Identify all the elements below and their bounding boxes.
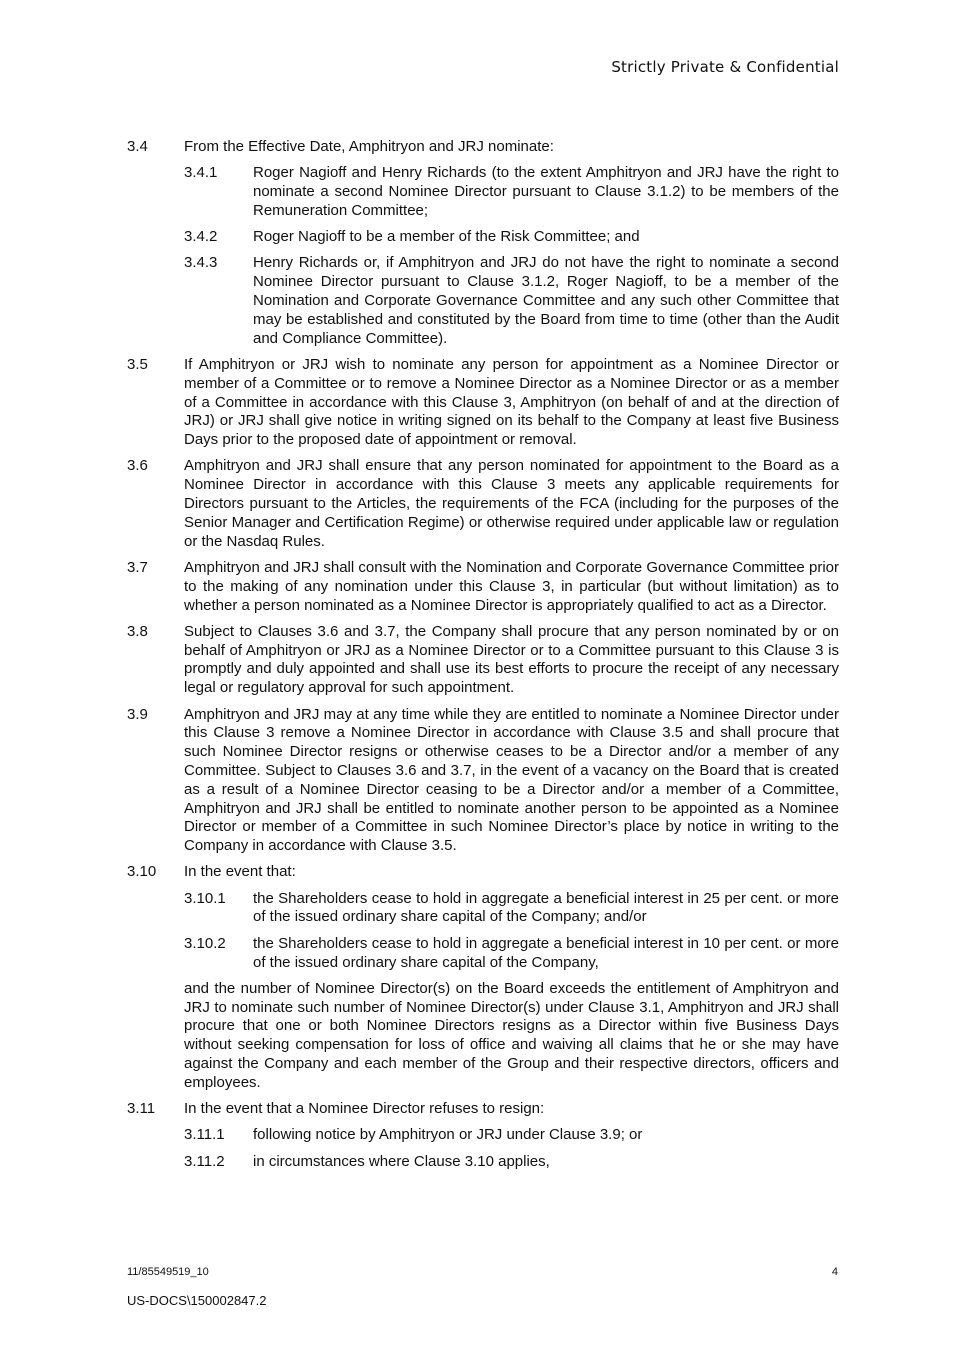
clause-3-10 [127, 863, 839, 882]
footer-document-id: US-DOCS\150002847.2 [127, 1293, 267, 1308]
clause-text: In the event that: [184, 863, 296, 881]
subclause-text: in circumstances where Clause 3.10 applies, [253, 1152, 550, 1170]
clause-text: If Amphitryon or JRJ wish to nominate any person for appointment as a Nominee Director or member of a Committee or to remove a Nominee Director as a Nominee Director or as a member of a Committee in accordance with this Clause 3, Amphitryon (on behalf of and at the direction of JRJ) or JRJ shall give notice in writing signed on its behalf to the Company at least five Business Days prior to the proposed date of appointment or removal. [184, 355, 839, 449]
clause-3-4 [127, 138, 839, 157]
clause-3-9 [127, 706, 839, 856]
clause-number: 3.10 [127, 863, 157, 881]
subclause-3-4-1 [184, 164, 839, 220]
subclause-3-10-2 [184, 935, 839, 973]
clause-number: 3.5 [127, 355, 148, 373]
clause-number: 3.11 [127, 1100, 156, 1118]
clause-3-10-continuation: and the number of Nominee Director(s) on the Board exceeds the entitlement of Amphitryon and JRJ to nominate such number of Nominee Director(s) under Clause 3.1, Amphitryon and JRJ shall procure that one or both Nominee Directors resigns as a Director within five Business Days without seeking compensation for loss of office and waiving all claims that he or she may have against the Company and each member of the Group and their respective directors, officers and employees. [184, 979, 839, 1091]
clause-text: In the event that a Nominee Director refuses to resign: [184, 1100, 545, 1118]
clause-3-6 [127, 457, 839, 551]
subclause-3-4-3 [184, 254, 839, 348]
subclause-text: Henry Richards or, if Amphitryon and JRJ do not have the right to nominate a second Nominee Director pursuant to Clause 3.1.2, Roger Nagioff, to be a member of the Nomination and Corporate Governance Committee and any such other Committee that may be established and constituted by the Board from time to time (other than the Audit and Compliance Committee). [253, 254, 839, 347]
clause-text: Amphitryon and JRJ may at any time while they are entitled to nominate a Nominee Director under this Clause 3 remove a Nominee Director in accordance with Clause 3.5 and shall procure that such Nominee Director resigns or otherwise ceases to be a Director and/or a member of any Committee. Subject to Clauses 3.6 and 3.7, in the event of a vacancy on the Board that is created as a result of a Nominee Director ceasing to be a Director and/or a member of a Committee, Amphitryon and JRJ shall be entitled to nominate another person to be appointed as a Nominee Director or member of a Committee in such Nominee Director’s place by notice in writing to the Company in accordance with Clause 3.5. [184, 705, 839, 855]
clause-number: 3.7 [127, 558, 148, 576]
subclause-3-10-1 [184, 890, 839, 928]
clause-number: 3.4 [127, 138, 148, 155]
page-number: 4 [831, 1266, 838, 1278]
subclause-number: 3.4.1 [184, 164, 218, 182]
subclause-text: Roger Nagioff and Henry Richards (to the extent Amphitryon and JRJ have the right to nominate a second Nominee Director pursuant to Clause 3.1.2) to be members of the Remuneration Committee; [253, 164, 839, 219]
subclause-3-11-2 [184, 1153, 839, 1172]
subclause-number: 3.10.2 [184, 934, 226, 952]
clause-text: From the Effective Date, Amphitryon and JRJ nominate: [184, 138, 554, 155]
clause-3-7 [127, 559, 839, 615]
clause-3-8 [127, 623, 839, 698]
clause-3-11 [127, 1100, 839, 1119]
subclause-text: Roger Nagioff to be a member of the Risk Committee; and [253, 228, 640, 246]
subclause-number: 3.4.2 [184, 228, 218, 246]
clause-number: 3.8 [127, 622, 148, 640]
subclause-number: 3.4.3 [184, 254, 218, 272]
confidentiality-header: Strictly Private & Confidential [611, 58, 839, 76]
clause-number: 3.9 [127, 705, 148, 723]
clause-text: Amphitryon and JRJ shall consult with the Nomination and Corporate Governance Committee prior to the making of any nomination under this Clause 3, in particular (but without limitation) as to whether a person nominated as a Nominee Director is appropriately qualified to act as a Director. [184, 558, 839, 614]
subclause-text: the Shareholders cease to hold in aggregate a beneficial interest in 10 per cent. or more of the issued ordinary share capital of the Company, [253, 934, 839, 971]
clause-text: Amphitryon and JRJ shall ensure that any person nominated for appointment to the Board as a Nominee Director in accordance with this Clause 3 meets any applicable requirements for Directors pursuant to the Articles, the requirements of the FCA (including for the purposes of the Senior Manager and Certification Regime) or otherwise required under applicable law or regulation or the Nasdaq Rules. [184, 457, 839, 550]
subclause-text: the Shareholders cease to hold in aggregate a beneficial interest in 25 per cent. or more of the issued ordinary share capital of the Company; and/or [253, 889, 839, 926]
clause-3-5 [127, 356, 839, 450]
subclause-number: 3.11.2 [184, 1152, 225, 1170]
subclause-3-11-1 [184, 1126, 839, 1145]
clause-text: Subject to Clauses 3.6 and 3.7, the Company shall procure that any person nominated by or on behalf of Amphitryon or JRJ as a Nominee Director or to a Committee pursuant to this Clause 3 is promptly and duly appointed and shall use its best efforts to procure the receipt of any necessary legal or regulatory approval for such appointment. [184, 622, 839, 697]
subclause-3-4-2 [184, 228, 839, 247]
subclause-number: 3.10.1 [184, 889, 226, 907]
subclause-number: 3.11.1 [184, 1126, 225, 1144]
subclause-text: following notice by Amphitryon or JRJ under Clause 3.9; or [253, 1126, 643, 1144]
footer-reference: 11/85549519_10 [127, 1266, 209, 1278]
document-body [127, 138, 839, 1179]
clause-number: 3.6 [127, 457, 148, 475]
